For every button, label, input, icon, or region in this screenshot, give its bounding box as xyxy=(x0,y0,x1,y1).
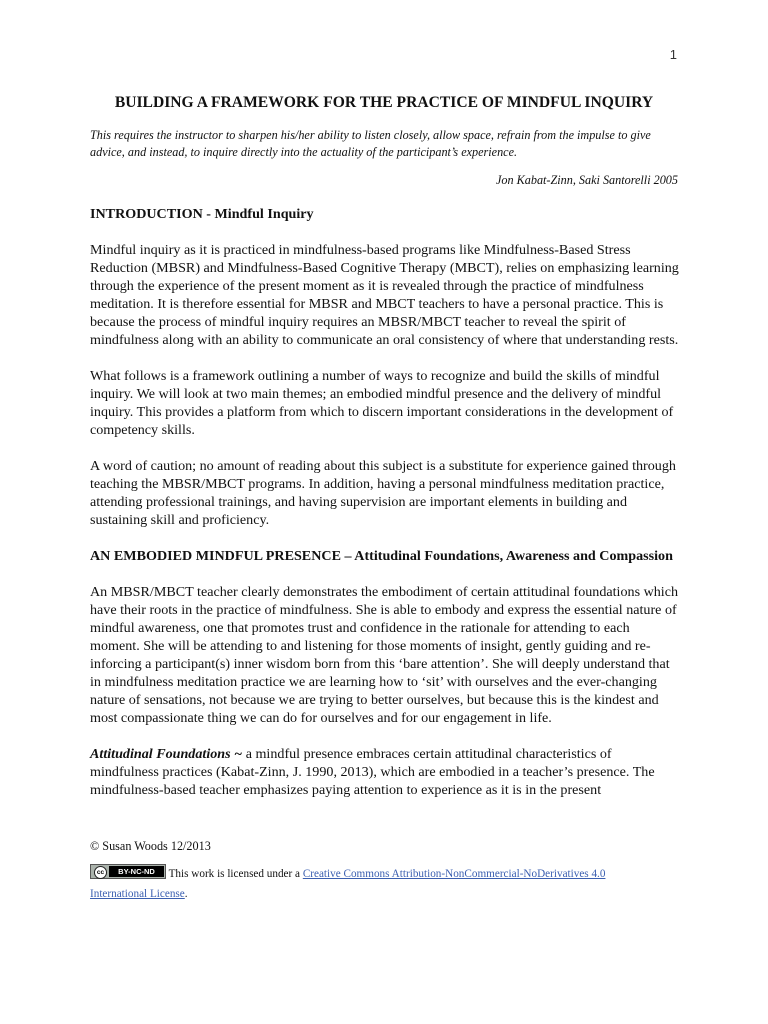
license-line xyxy=(90,864,680,882)
presence-paragraph: An MBSR/MBCT teacher clearly demonstrates the embodiment of certain attitudinal foundations which have their roots in the practice of mindfulness. She is able to embody and express the essential nature of mindful awareness, one that promotes trust and confidence in the rationale for attending to each moment. She will be attending to and listening for those moments of insight, gently guiding and re-inforcing a participant(s) inner wisdom born from this ‘bare attention’. She will deeply understand that in mindfulness meditation practice we are learning how to ‘sit’ with ourselves and the ever-changing nature of sensations, not because we are trying to better ourselves, but because this is the kindest and most compassionate thing we can do for ourselves and for our engagement in life. xyxy=(90,584,679,726)
intro-heading: INTRODUCTION - Mindful Inquiry xyxy=(90,206,314,222)
license-link-continued[interactable]: International License xyxy=(90,888,185,900)
cc-badge-text: BY-NC-ND xyxy=(109,866,164,877)
epigraph-attribution: Jon Kabat-Zinn, Saki Santorelli 2005 xyxy=(495,173,678,187)
intro-paragraph-3: A word of caution; no amount of reading about this subject is a substitute for experience gained through teaching the MBSR/MBCT programs. In addition, having a personal mindfulness meditation practice, attending professional trainings, and having supervision are important elements in building and sustaining skill and proficiency. xyxy=(90,458,676,528)
page-number: 1 xyxy=(669,47,677,62)
document-body xyxy=(90,205,680,817)
epigraph-quote: This requires the instructor to sharpen his/her ability to listen closely, allow space, refrain from the impulse to give advice, and instead, to inquire directly into the actuality of the participant’s experience. xyxy=(90,128,651,159)
document-footer xyxy=(90,838,680,902)
attitudinal-text: a mindful presence embraces certain attitudinal characteristics of mindfulness practices (Kabat-Zinn, J. 1990, 2013), which are embodied in a teacher’s presence. The mindfulness-based teacher emphasizes paying attention to experience as it is in the present xyxy=(90,746,655,798)
license-link[interactable]: Creative Commons Attribution-NonCommercial-NoDerivatives 4.0 xyxy=(302,868,606,880)
attitudinal-paragraph xyxy=(90,745,680,799)
copyright-notice: © Susan Woods 12/2013 xyxy=(90,839,211,853)
license-prefix: This work is licensed under a xyxy=(166,868,303,880)
presence-heading: AN EMBODIED MINDFUL PRESENCE – Attitudinal Foundations, Awareness and Compassion xyxy=(90,548,673,564)
cc-logo-icon: cc xyxy=(94,866,107,879)
license-line-2 xyxy=(90,886,680,902)
cc-license-badge-icon[interactable] xyxy=(90,864,166,879)
intro-paragraph-2: What follows is a framework outlining a number of ways to recognize and build the skills of mindful inquiry. We will look at two main themes; an embodied mindful presence and the delivery of mindful inquiry. This provides a platform from which to discern important considerations in the development of competency skills. xyxy=(90,368,674,438)
document-title: BUILDING A FRAMEWORK FOR THE PRACTICE OF MINDFUL INQUIRY xyxy=(114,94,654,111)
intro-paragraph-1: Mindful inquiry as it is practiced in mindfulness-based programs like Mindfulness-Based Stress Reduction (MBSR) and Mindfulness-Based Cognitive Therapy (MBCT), relies on emphasizing learning through the experience of the present moment as it is revealed through the practice of mindfulness meditation. It is therefore essential for MBSR and MBCT teachers to have a personal practice. This is because the process of mindful inquiry requires an MBSR/MBCT teacher to reveal the spirit of mindfulness along with an ability to communicate an oral consistency of where that understanding rests. xyxy=(90,242,679,348)
attitudinal-label: Attitudinal Foundations ~ xyxy=(90,746,243,762)
license-suffix: . xyxy=(184,888,188,900)
